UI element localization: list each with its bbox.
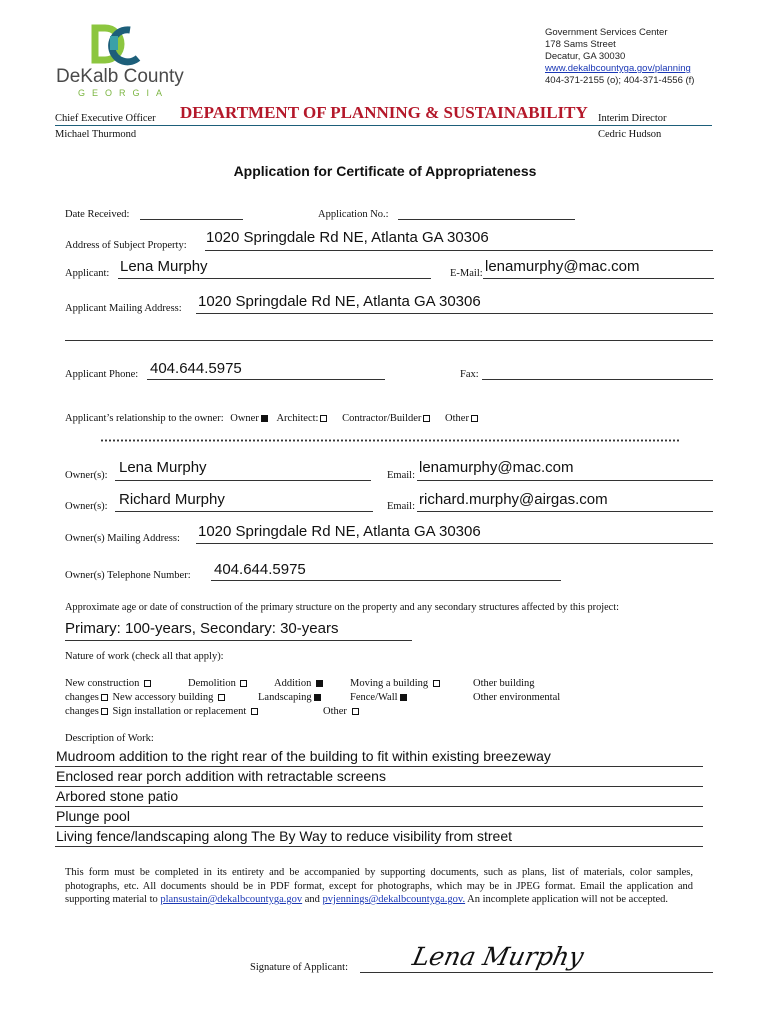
landscaping-checkbox[interactable] xyxy=(314,694,321,701)
work-other-env: Other environmental xyxy=(473,692,561,703)
org-sub: GEORGIA xyxy=(78,88,170,98)
relationship-other: Other xyxy=(445,413,469,424)
org-name: DeKalb County xyxy=(56,66,184,87)
work-moving: Moving a building xyxy=(350,678,442,689)
owner1-email-field[interactable] xyxy=(417,480,713,481)
architect-checkbox[interactable] xyxy=(320,415,327,422)
work-row-2: changes New accessory building xyxy=(65,692,227,703)
notice-email-2[interactable]: pvjennings@dekalbcountyga.gov. xyxy=(322,894,466,905)
address-line-2: 178 Sams Street xyxy=(545,39,616,50)
app-no-field[interactable] xyxy=(398,219,575,220)
address-value: 1020 Springdale Rd NE, Atlanta GA 30306 xyxy=(206,229,489,246)
moving-checkbox[interactable] xyxy=(433,680,440,687)
address-field[interactable] xyxy=(205,250,713,251)
fax-label: Fax: xyxy=(460,369,479,380)
work-other-building: Other building xyxy=(473,678,535,689)
owner-mailing-value: 1020 Springdale Rd NE, Atlanta GA 30306 xyxy=(198,523,481,540)
owner1-email-label: Email: xyxy=(387,470,415,481)
phone-value: 404.644.5975 xyxy=(150,360,242,377)
age-question: Approximate age or date of construction of the primary structure on the property and any secondary structures affected by this project: xyxy=(65,602,619,613)
owner1-label: Owner(s): xyxy=(65,470,108,481)
notice-text-1: This form must be completed in its entirety and be accompanied by supporting documents, such as plans, list of materials, color samples, photographs, etc. All documents should be in PDF format, except for photographs, which may be in JPEG format. Email the application and supporting material to xyxy=(65,867,693,905)
description-label: Description of Work: xyxy=(65,733,154,744)
age-field[interactable] xyxy=(65,640,412,641)
notice xyxy=(65,866,693,907)
director-title: Interim Director xyxy=(598,113,667,124)
dekalb-logo xyxy=(56,22,184,102)
owner2-label: Owner(s): xyxy=(65,501,108,512)
app-no-label: Application No.: xyxy=(318,209,389,220)
applicant-field[interactable] xyxy=(118,278,431,279)
signature-field[interactable] xyxy=(360,972,713,973)
work-addition: Addition xyxy=(274,678,325,689)
address-label: Address of Subject Property: xyxy=(65,240,187,251)
new-accessory-checkbox[interactable] xyxy=(218,694,225,701)
mailing-label: Applicant Mailing Address: xyxy=(65,303,182,314)
other-work-checkbox[interactable] xyxy=(352,708,359,715)
signature-value: Lena Murphy xyxy=(409,942,587,971)
description-rule-2 xyxy=(55,786,703,787)
mailing-field[interactable] xyxy=(196,313,713,314)
owner1-value: Lena Murphy xyxy=(119,459,207,476)
owner2-value: Richard Murphy xyxy=(119,491,225,508)
address-line-1: Government Services Center xyxy=(545,27,668,38)
phone-label: Applicant Phone: xyxy=(65,369,139,380)
work-landscaping: Landscaping xyxy=(258,692,323,703)
owner2-email-field[interactable] xyxy=(417,511,713,512)
addition-checkbox[interactable] xyxy=(316,680,323,687)
work-fence: Fence/Wall xyxy=(350,692,409,703)
phone-field[interactable] xyxy=(147,379,385,380)
website-link[interactable]: www.dekalbcountyga.gov/planning xyxy=(545,63,691,74)
relationship-label: Applicant’s relationship to the owner: xyxy=(65,413,224,424)
relationship-row xyxy=(65,413,480,424)
sign-checkbox[interactable] xyxy=(251,708,258,715)
nature-label: Nature of work (check all that apply): xyxy=(65,651,224,662)
department-title: DEPARTMENT OF PLANNING & SUSTAINABILITY xyxy=(180,103,588,122)
owner-phone-field[interactable] xyxy=(211,580,561,581)
address-line-3: Decatur, GA 30030 xyxy=(545,51,626,62)
relationship-owner: Owner xyxy=(230,413,259,424)
applicant-label: Applicant: xyxy=(65,268,110,279)
date-received-label: Date Received: xyxy=(65,209,130,220)
description-rule-4 xyxy=(55,826,703,827)
description-rule-3 xyxy=(55,806,703,807)
other-env-checkbox[interactable] xyxy=(101,708,108,715)
description-rule-5 xyxy=(55,846,703,847)
email-label: E-Mail: xyxy=(450,268,483,279)
dc-logo-icon xyxy=(60,22,180,72)
department-rule xyxy=(55,125,712,126)
notice-email-1[interactable]: plansustain@dekalbcountyga.gov xyxy=(160,894,303,905)
date-received-field[interactable] xyxy=(140,219,243,220)
owner1-field[interactable] xyxy=(115,480,371,481)
age-value: Primary: 100-years, Secondary: 30-years xyxy=(65,620,339,637)
address-block xyxy=(545,27,694,87)
owner-phone-value: 404.644.5975 xyxy=(214,561,306,578)
owner-checkbox[interactable] xyxy=(261,415,268,422)
notice-text-2: An incomplete application will not be accepted. xyxy=(467,894,669,905)
form-title: Application for Certificate of Appropriateness xyxy=(233,163,537,179)
description-line-1: Mudroom addition to the right rear of the building to fit within existing breezeway xyxy=(56,748,551,764)
email-value: lenamurphy@mac.com xyxy=(485,258,640,275)
owner-phone-label: Owner(s) Telephone Number: xyxy=(65,570,191,581)
description-line-2: Enclosed rear porch addition with retractable screens xyxy=(56,768,386,784)
notice-and: and xyxy=(304,894,320,905)
work-other: Other xyxy=(323,706,361,717)
new-construction-checkbox[interactable] xyxy=(144,680,151,687)
other-building-checkbox[interactable] xyxy=(101,694,108,701)
work-new-construction: New construction xyxy=(65,678,153,689)
mailing-field-2[interactable] xyxy=(65,340,713,341)
ceo-title: Chief Executive Officer xyxy=(55,113,156,124)
fax-field[interactable] xyxy=(482,379,713,380)
description-rule-1 xyxy=(55,766,703,767)
work-row-3: changes Sign installation or replacement xyxy=(65,706,260,717)
owner2-email-label: Email: xyxy=(387,501,415,512)
email-field[interactable] xyxy=(483,278,714,279)
demolition-checkbox[interactable] xyxy=(240,680,247,687)
applicant-value: Lena Murphy xyxy=(120,258,208,275)
owner-mailing-field[interactable] xyxy=(196,543,713,544)
ceo-name: Michael Thurmond xyxy=(55,129,137,140)
relationship-architect: Architect: xyxy=(276,413,319,424)
owner-mailing-label: Owner(s) Mailing Address: xyxy=(65,533,180,544)
description-line-3: Arbored stone patio xyxy=(56,788,179,804)
owner2-email-value: richard.murphy@airgas.com xyxy=(419,491,608,508)
signature-label: Signature of Applicant: xyxy=(250,962,348,973)
owner2-field[interactable] xyxy=(115,511,373,512)
description-line-4: Plunge pool xyxy=(56,808,130,824)
mailing-value: 1020 Springdale Rd NE, Atlanta GA 30306 xyxy=(198,293,481,310)
director-name: Cedric Hudson xyxy=(598,129,662,140)
relationship-contractor: Contractor/Builder xyxy=(342,413,422,424)
description-line-5: Living fence/landscaping along The By Way to reduce visibility from street xyxy=(56,828,513,844)
other-relationship-checkbox[interactable] xyxy=(471,415,478,422)
owner1-email-value: lenamurphy@mac.com xyxy=(419,459,574,476)
phone-line: 404-371-2155 (o); 404-371-4556 (f) xyxy=(545,75,695,86)
work-demolition: Demolition xyxy=(188,678,249,689)
separator-asterisks xyxy=(100,438,680,443)
fence-checkbox[interactable] xyxy=(400,694,407,701)
contractor-checkbox[interactable] xyxy=(423,415,430,422)
